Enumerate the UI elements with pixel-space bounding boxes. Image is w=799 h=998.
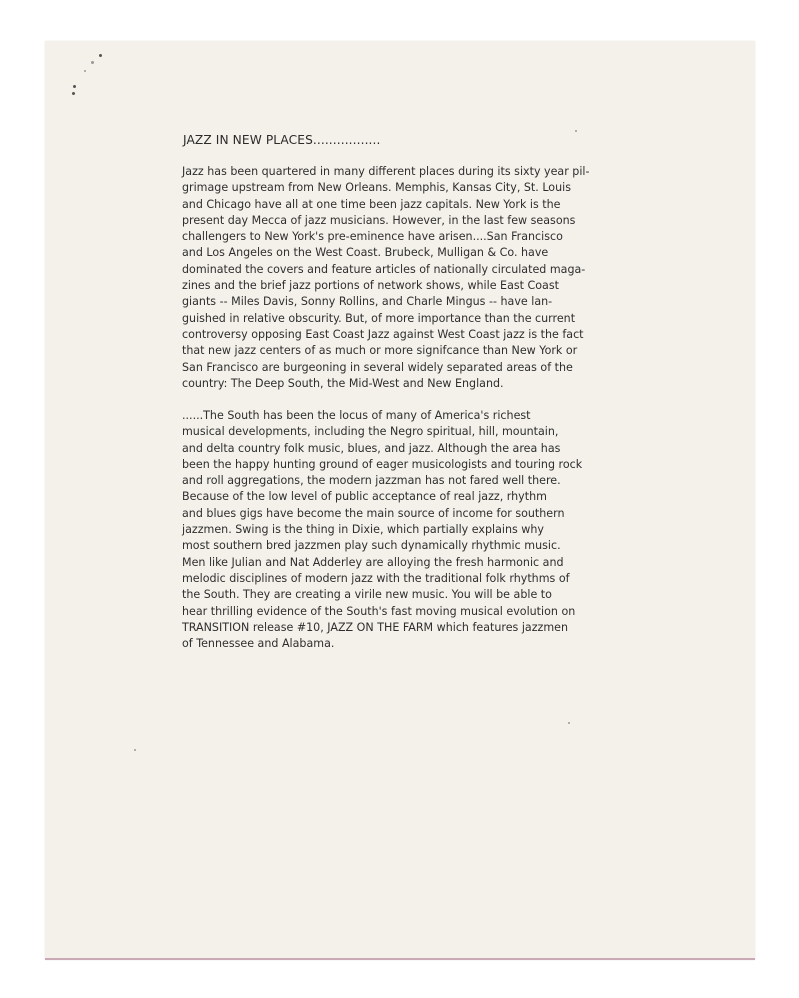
- paper-speck: [575, 130, 577, 132]
- text-line: present day Mecca of jazz musicians. However, in the last few seasons: [182, 213, 576, 227]
- paragraph-2: [182, 408, 582, 652]
- text-line: musical developments, including the Negro spiritual, hill, mountain,: [182, 425, 559, 439]
- text-line: dominated the covers and feature articles of nationally circulated maga-: [182, 262, 586, 276]
- paper-bottom-edge: [45, 958, 755, 960]
- text-line: of Tennessee and Alabama.: [182, 637, 335, 651]
- text-line: TRANSITION release #10, JAZZ ON THE FARM which features jazzmen: [182, 620, 569, 634]
- text-line: controversy opposing East Coast Jazz against West Coast jazz is the fact: [182, 327, 584, 341]
- text-line: and blues gigs have become the main source of income for southern: [182, 506, 565, 520]
- text-line: giants -- Miles Davis, Sonny Rollins, and Charle Mingus -- have lan-: [182, 295, 553, 309]
- document-title: JAZZ IN NEW PLACES.................: [183, 133, 381, 147]
- text-line: challengers to New York's pre-eminence have arisen....San Francisco: [182, 230, 563, 244]
- text-line: country: The Deep South, the Mid-West and New England.: [182, 376, 504, 390]
- text-line: and Chicago have all at one time been jazz capitals. New York is the: [182, 197, 561, 211]
- paper-speck: [568, 722, 570, 724]
- text-line: jazzmen. Swing is the thing in Dixie, which partially explains why: [182, 523, 544, 537]
- paragraph-1: [182, 164, 590, 392]
- text-line: and delta country folk music, blues, and jazz. Although the area has: [182, 441, 561, 455]
- text-line: been the happy hunting ground of eager musicologists and touring rock: [182, 457, 583, 471]
- text-line: and Los Angeles on the West Coast. Brubeck, Mulligan & Co. have: [182, 246, 549, 260]
- paper-speck: [73, 85, 76, 88]
- text-line: melodic disciplines of modern jazz with the traditional folk rhythms of: [182, 571, 570, 585]
- text-line: ......The South has been the locus of many of America's richest: [182, 409, 531, 422]
- paper-speck: [99, 54, 102, 57]
- text-line: Because of the low level of public acceptance of real jazz, rhythm: [182, 490, 547, 504]
- text-line: and roll aggregations, the modern jazzman has not fared well there.: [182, 474, 561, 488]
- text-line: Jazz has been quartered in many different places during its sixty year pil-: [182, 165, 590, 178]
- text-line: hear thrilling evidence of the South's fast moving musical evolution on: [182, 604, 576, 618]
- text-line: zines and the brief jazz portions of network shows, while East Coast: [182, 279, 559, 293]
- text-line: Men like Julian and Nat Adderley are alloying the fresh harmonic and: [182, 555, 564, 569]
- paper-speck: [72, 92, 75, 95]
- text-line: San Francisco are burgeoning in several widely separated areas of the: [182, 360, 573, 374]
- text-line: most southern bred jazzmen play such dynamically rhythmic music.: [182, 539, 561, 553]
- text-line: that new jazz centers of as much or more signifcance than New York or: [182, 344, 578, 358]
- paper-speck: [91, 61, 94, 64]
- paper-speck: [134, 749, 136, 751]
- text-line: grimage upstream from New Orleans. Memphis, Kansas City, St. Louis: [182, 181, 571, 195]
- text-line: the South. They are creating a virile new music. You will be able to: [182, 588, 552, 602]
- text-line: guished in relative obscurity. But, of more importance than the current: [182, 311, 576, 325]
- paper-speck: [84, 70, 86, 72]
